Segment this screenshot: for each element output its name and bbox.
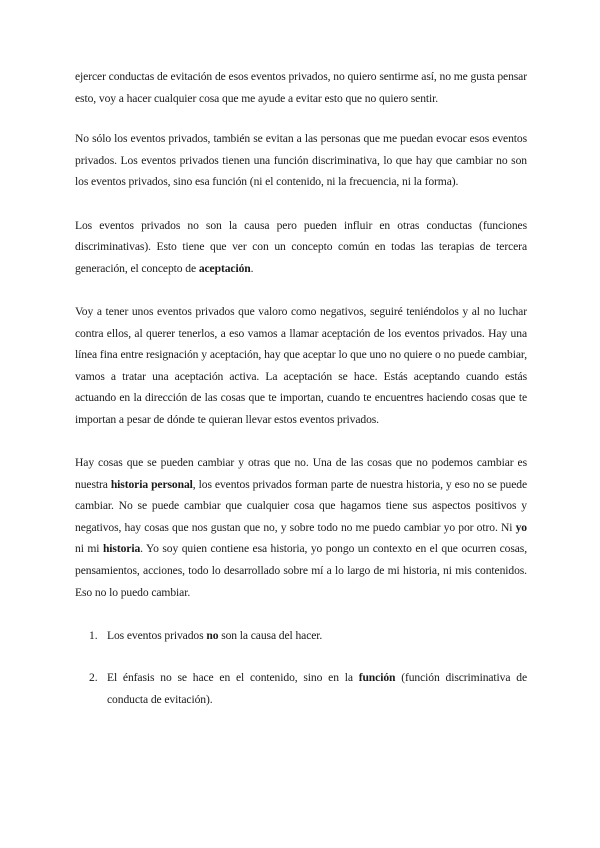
list-item (75, 667, 527, 710)
paragraph (75, 301, 527, 431)
paragraph-list (75, 66, 527, 603)
numbered-list (75, 625, 527, 711)
paragraph (75, 128, 527, 193)
paragraph (75, 215, 527, 280)
text-run: Los eventos privados no son la causa pero pueden influir en otras conductas (funciones discriminativas). Esto tiene que ver con un concepto común en todas las terapias de tercera generación, el concepto de (75, 218, 527, 275)
text-run: Los eventos privados (107, 628, 207, 642)
text-run: (función discriminativa de conducta de evitación). (107, 671, 527, 707)
text-run: No sólo los eventos privados, también se evitan a las personas que me puedan evocar esos eventos privados. Los eventos privados tienen una función discriminativa, lo que hay que cambiar no son los eventos privados, sino esa función (ni el contenido, ni la frecuencia, ni la forma). (75, 132, 527, 189)
text-run: . Yo soy quien contiene esa historia, yo pongo un contexto en el que ocurren cosas, pensamientos, acciones, todo lo desarrollado sobre mí a lo largo de mi historia, ni mis contenidos. Eso no lo puedo cambiar. (75, 542, 527, 599)
paragraph (75, 66, 527, 109)
document-body (75, 66, 527, 732)
text-run: son la causa del hacer. (218, 628, 323, 642)
bold-term: historia personal (110, 477, 193, 491)
bold-term: no (206, 628, 219, 642)
bold-term: yo (515, 520, 527, 534)
text-run: , los eventos privados forman parte de nuestra historia, y eso no se puede cambiar. No se puede cambiar que cualquier cosa que hagamos tiene sus aspectos positivos y negativos, hay cosas que nos gustan que no, y sobre todo no me puedo cambiar yo por otro. Ni (75, 477, 528, 534)
bold-term: función (358, 671, 396, 685)
bold-term: aceptación (198, 261, 251, 275)
text-run: ejercer conductas de evitación de esos eventos privados, no quiero sentirme así, no me gusta pensar esto, voy a hacer cualquier cosa que me ayude a evitar esto que no quiero sentir. (75, 70, 527, 105)
list-item-number: 1. (89, 628, 98, 642)
text-run: Hay cosas que se pueden cambiar y otras que no. Una de las cosas que no podemos cambiar es nuestra (75, 456, 527, 491)
text-run: El énfasis no se hace en el contenido, sino en la (107, 671, 359, 685)
text-run: Voy a tener unos eventos privados que valoro como negativos, seguiré teniéndolos y al no luchar contra ellos, al querer tenerlos, a eso vamos a llamar aceptación de los eventos privados. Hay una línea fina entre resignación y aceptación, hay que aceptar lo que uno no quiere o no puede cambiar, vamos a tratar una aceptación activa. La aceptación se hace. Estás aceptando cuando estás actuando en la dirección de las cosas que te importan, cuando te encuentres haciendo cosas que te importan a pesar de dónde te quieran llevar estos eventos privados. (75, 304, 527, 426)
text-run: ni mi (75, 542, 103, 556)
list-item (75, 625, 527, 647)
text-run: . (250, 261, 254, 275)
bold-term: historia (102, 542, 141, 556)
paragraph (75, 452, 527, 603)
list-item-number: 2. (89, 671, 98, 685)
